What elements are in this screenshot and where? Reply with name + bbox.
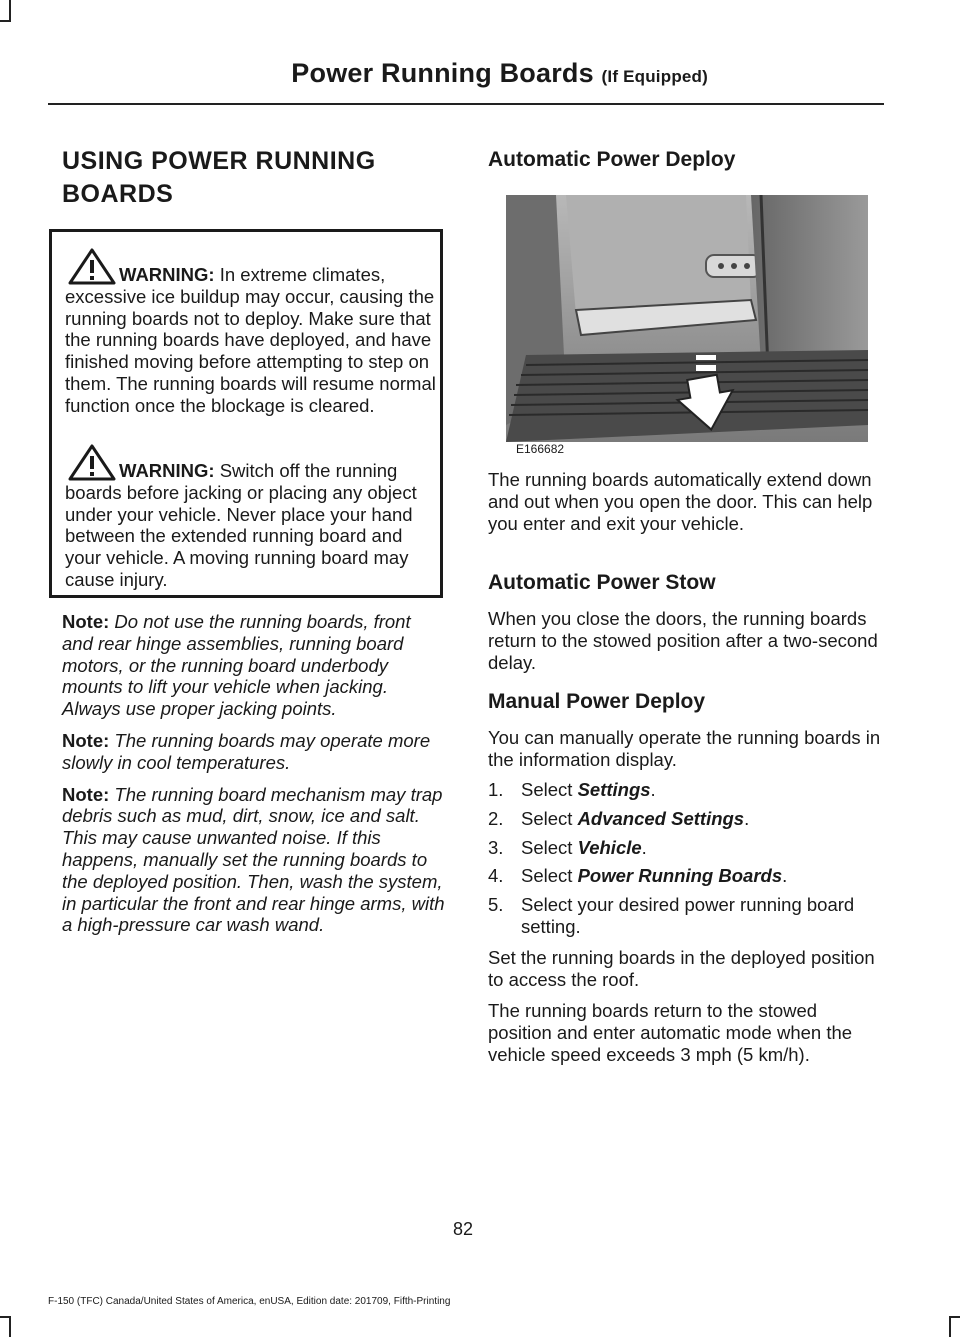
crop-mark	[9, 1317, 11, 1337]
page-number: 82	[453, 1219, 474, 1239]
warning-1-text: excessive ice buildup may occur, causing the running boards not to deploy. Make sure that the running boards have deployed, and have finished moving before attempting to step on them. The running boards will resume normal function once the blockage is cleared.	[65, 285, 436, 416]
section-heading-line1: USING POWER RUNNING	[62, 147, 376, 175]
header-title-sub: (If Equipped)	[601, 67, 708, 86]
warning-box	[49, 229, 443, 598]
warning-1	[65, 264, 437, 417]
para-speed: The running boards return to the stowed position and enter automatic mode when the vehicle speed exceeds 3 mph (5 km/h).	[488, 1000, 853, 1065]
note-label: Note:	[62, 729, 110, 751]
footer-text: F-150 (TFC) Canada/United States of America, enUSA, Edition date: 201709, Fifth-Printing	[48, 1296, 451, 1307]
step-text: .	[782, 865, 788, 887]
step-text: Select	[521, 836, 578, 858]
crop-mark	[949, 1317, 951, 1337]
step-item	[488, 808, 884, 830]
step-text: .	[744, 807, 750, 829]
manual-deploy-text: You can manually operate the running boards in the information display.	[488, 727, 881, 770]
step-number: 5.	[488, 894, 504, 916]
auto-deploy-heading-wrap	[488, 146, 884, 174]
para-speed-wrap	[488, 1000, 884, 1065]
warning-triangle-icon	[67, 443, 117, 481]
manual-deploy-heading: Manual Power Deploy	[488, 690, 706, 713]
auto-deploy-text: The running boards automatically extend down and out when you open the door. This can help you enter and exit your vehicle.	[488, 469, 873, 534]
figure-code: E166682	[516, 442, 565, 456]
step-item	[488, 894, 884, 938]
auto-deploy-text-wrap	[488, 469, 884, 534]
section-heading	[62, 145, 444, 211]
steps-list	[488, 779, 884, 938]
step-number: 3.	[488, 836, 504, 858]
section-heading-line2: BOARDS	[62, 180, 174, 208]
note-label: Note:	[62, 783, 110, 805]
warning-1-label: WARNING:	[119, 264, 215, 285]
note-2	[62, 730, 446, 774]
step-text: .	[650, 779, 656, 800]
step-item	[488, 837, 884, 859]
header-title-main: Power Running Boards	[291, 58, 594, 88]
step-text: Select	[521, 779, 578, 800]
auto-stow-heading-wrap	[488, 569, 884, 597]
step-text: Select	[521, 865, 578, 887]
step-menu-item: Vehicle	[577, 836, 642, 858]
running-board-image	[506, 195, 868, 442]
note-text: The running board mechanism may trap debris such as mud, dirt, snow, ice and salt. This may cause unwanted noise. If this happens, manually set the running boards to the deployed position. Then, wash the system, in particular the front and rear hinge arms, with a high-pressure car wash wand.	[62, 783, 445, 936]
page-header-title	[291, 58, 708, 89]
note-3	[62, 784, 446, 937]
auto-stow-text-wrap	[488, 608, 884, 673]
crop-mark	[949, 1316, 960, 1318]
auto-stow-text: When you close the doors, the running boards return to the stowed position after a two-second delay.	[488, 608, 878, 673]
warning-2-text: boards before jacking or placing any object under your vehicle. Never place your hand between the extended running board and your vehicle. A moving running board may cause injury.	[65, 481, 417, 590]
note-text: Do not use the running boards, front and rear hinge assemblies, running board motors, or the running board underbody mounts to lift your vehicle when jacking. Always use proper jacking points.	[62, 611, 411, 720]
step-menu-item: Power Running Boards	[577, 865, 783, 887]
running-board-illustration	[506, 195, 868, 442]
step-menu-item: Settings	[577, 779, 651, 800]
warning-2-label: WARNING:	[119, 460, 215, 481]
step-item	[488, 865, 884, 887]
note-label: Note:	[62, 611, 110, 632]
manual-heading-wrap	[488, 688, 884, 716]
auto-stow-heading: Automatic Power Stow	[488, 571, 716, 594]
step-text: Select your desired power running board setting.	[521, 894, 855, 937]
note-1	[62, 611, 446, 720]
crop-mark	[0, 20, 11, 22]
auto-deploy-heading: Automatic Power Deploy	[488, 148, 736, 171]
step-item	[488, 779, 884, 801]
manual-text-wrap	[488, 727, 884, 771]
header-divider	[48, 103, 884, 105]
step-text: Select	[521, 807, 578, 829]
warning-1-text-first: In extreme climates,	[214, 264, 386, 285]
warning-triangle-icon	[67, 247, 117, 285]
warning-2	[65, 460, 437, 591]
para-roof-wrap	[488, 947, 884, 991]
crop-mark	[0, 1316, 11, 1318]
warning-2-text-first: Switch off the running	[214, 460, 398, 481]
steps-list-wrap	[488, 779, 884, 945]
step-number: 4.	[488, 865, 504, 887]
step-menu-item: Advanced Settings	[577, 807, 745, 829]
para-roof: Set the running boards in the deployed position to access the roof.	[488, 947, 875, 990]
crop-mark	[9, 0, 11, 20]
step-number: 2.	[488, 807, 504, 829]
step-text: .	[641, 836, 647, 858]
notes	[62, 611, 446, 946]
step-number: 1.	[488, 779, 504, 800]
note-text: The running boards may operate more slowly in cool temperatures.	[62, 729, 431, 773]
